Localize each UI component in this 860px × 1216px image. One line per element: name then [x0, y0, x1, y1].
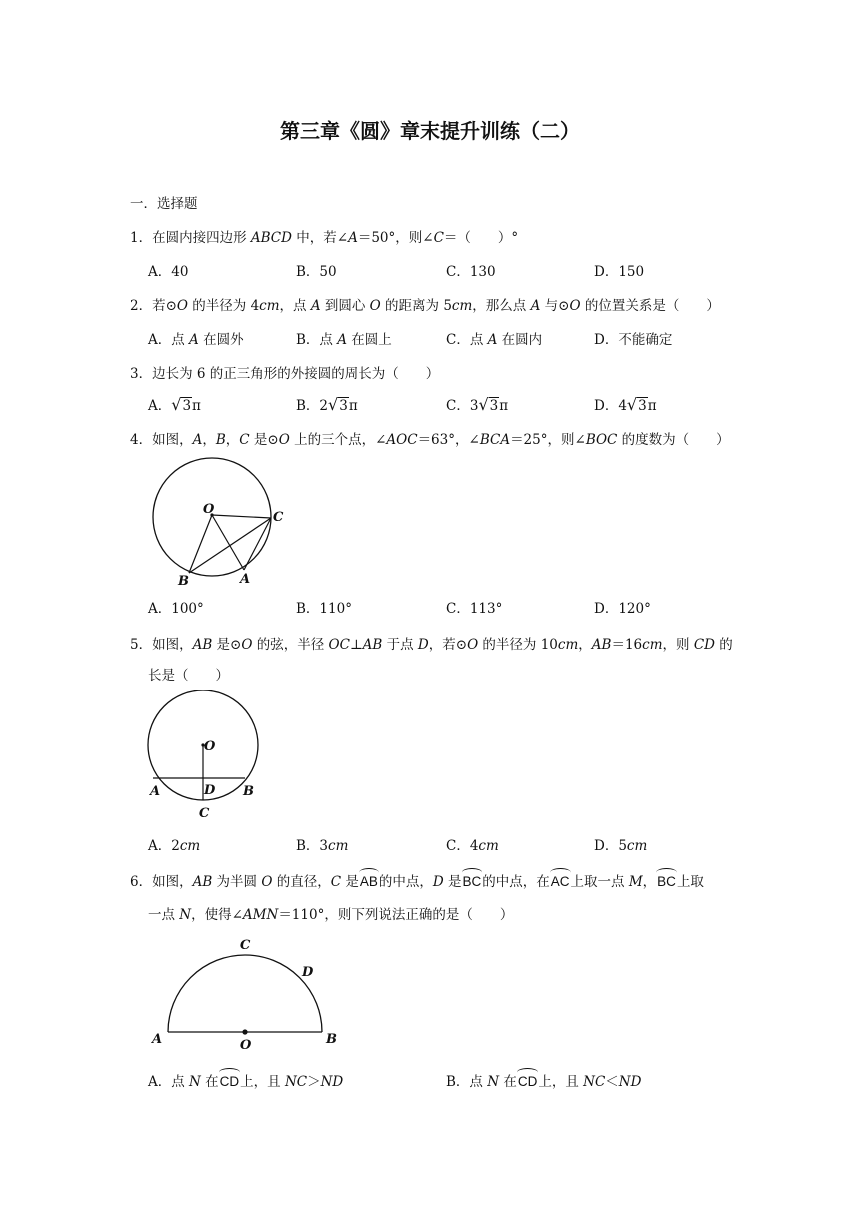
semicircle-arc [168, 955, 322, 1032]
segment-ob [189, 515, 212, 573]
label-b: B [243, 784, 254, 799]
question-5-stem-line-2: 长是（ ） [148, 668, 229, 684]
question-4-stem: 4．如图，A，B，C 是⊙O 上的三个点，∠AOC＝63°，∠BCA＝25°，则∠BOC 的度数为（ ） [130, 432, 730, 448]
label-o: O [203, 502, 215, 517]
segment-oa [212, 515, 244, 570]
question-5-option-d: D．5cm [594, 838, 648, 854]
page-title: 第三章《圆》章末提升训练（二） [280, 119, 580, 143]
label-b: B [178, 574, 189, 589]
sqrt-symbol: √3 [171, 395, 192, 414]
label-a: A [240, 572, 251, 587]
label-c: C [199, 806, 210, 821]
question-5-option-b: B．3cm [296, 838, 349, 854]
section-heading: 一．选择题 [130, 196, 198, 212]
question-6-figure [146, 932, 346, 1056]
question-3-option-a: A．√3π [148, 395, 201, 414]
question-4-option-a: A．100° [148, 601, 204, 617]
label-a: A [152, 1032, 163, 1047]
question-2-option-c: C．点 A 在圆内 [446, 332, 543, 348]
arc-cd: CD [219, 1074, 240, 1089]
question-3-option-b: B．2√3π [296, 395, 358, 414]
label-o: O [240, 1038, 252, 1053]
question-2-option-d: D．不能确定 [594, 332, 673, 348]
sqrt-symbol: √3 [478, 395, 499, 414]
question-2-stem: 2．若⊙O 的半径为 4cm，点 A 到圆心 O 的距离为 5cm，那么点 A 与⊙O 的位置关系是（ ） [130, 298, 720, 314]
question-3-stem: 3．边长为 6 的正三角形的外接圆的周长为（ ） [130, 366, 440, 382]
question-1-stem: 1．在圆内接四边形 ABCD 中，若∠A＝50°，则∠C＝（ ）° [130, 230, 519, 246]
question-3-option-c: C．3√3π [446, 395, 509, 414]
question-5-figure [144, 690, 266, 822]
label-c: C [273, 510, 284, 525]
segment-oc [212, 515, 271, 518]
arc-bc: BC [462, 874, 482, 889]
question-6-stem-line-2: 一点 N，使得∠AMN＝110°，则下列说法正确的是（ ） [148, 907, 514, 923]
arc-ac: AC [550, 874, 570, 889]
question-5-stem: 5．如图，AB 是⊙O 的弦，半径 OC⊥AB 于点 D，若⊙O 的半径为 10cm，AB＝16cm，则 CD 的 [130, 637, 733, 653]
question-1-option-c: C．130 [446, 264, 496, 280]
label-o: O [204, 739, 216, 754]
point-o [242, 1029, 247, 1034]
question-5-option-a: A．2cm [148, 838, 201, 854]
question-4-option-d: D．120° [594, 601, 651, 617]
question-4-option-c: C．113° [446, 601, 503, 617]
label-c: C [240, 938, 251, 953]
label-d: D [204, 783, 216, 798]
segment-ac [244, 518, 271, 570]
question-3-option-d: D．4√3π [594, 395, 657, 414]
question-4-figure [146, 455, 296, 589]
label-a: A [150, 784, 161, 799]
arc-ab: AB [359, 874, 378, 889]
question-1-option-b: B．50 [296, 264, 337, 280]
question-1-option-d: D．150 [594, 264, 645, 280]
segment-bc [189, 518, 271, 573]
question-2-option-a: A．点 A 在圆外 [148, 332, 244, 348]
label-d: D [302, 965, 314, 980]
question-5-option-c: C．4cm [446, 838, 499, 854]
label-b: B [326, 1032, 337, 1047]
sqrt-symbol: √3 [626, 395, 647, 414]
sqrt-symbol: √3 [328, 395, 348, 414]
question-6-stem: 6．如图，AB 为半圆 O 的直径，C 是AB的中点，D 是BC的中点，在AC上取一点 M，BC上取 [130, 874, 704, 890]
arc-cd: CD [517, 1074, 538, 1089]
question-4-option-b: B．110° [296, 601, 352, 617]
question-1-option-a: A．40 [148, 264, 189, 280]
arc-bc-2: BC [657, 874, 676, 889]
question-2-option-b: B．点 A 在圆上 [296, 332, 392, 348]
question-6-option-b: B．点 N 在CD上，且 NC＜ND [446, 1074, 642, 1090]
question-6-option-a: A．点 N 在CD上，且 NC＞ND [148, 1074, 344, 1090]
